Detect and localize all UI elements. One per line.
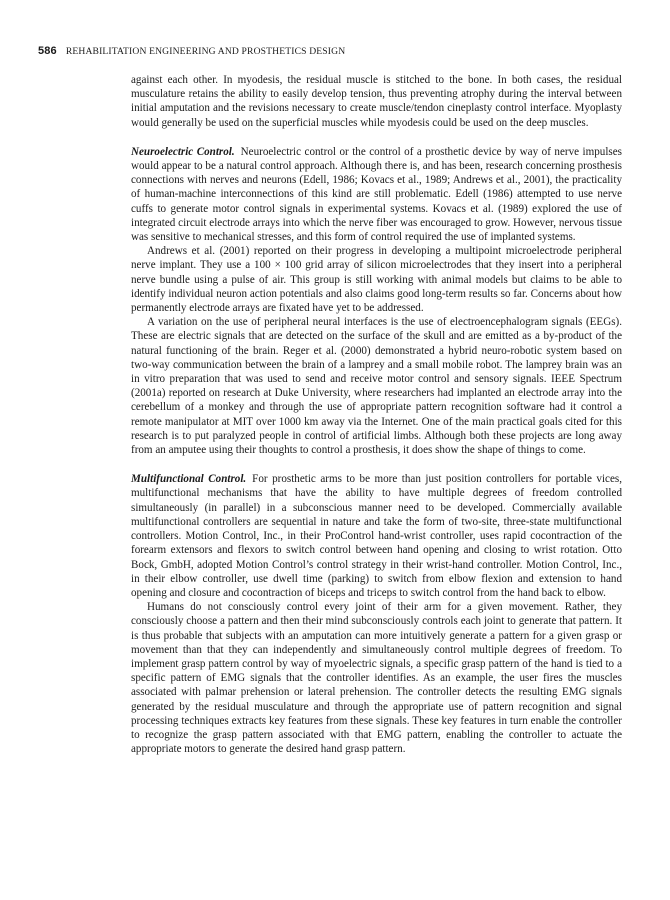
- section-heading-multifunctional: Multifunctional Control.: [131, 473, 247, 486]
- paragraph-text: A variation on the use of peripheral neural interfaces is the use of electroencephalogram signals (EEGs). These are electric signals that are detected on the surface of the skull and are emitted as a by-product of the natural functioning of the brain. Reger et al. (2000) demonstrated a hybrid neuro-robotic system based on two-way communication between the brain of a lamprey and a small mobile robot. The lamprey brain was an in vitro preparation that was used to send and receive motor control and sensory signals. IEEE Spectrum (2001a) reported on research at Duke University, where researchers had implanted an electrode array into the cerebellum of a monkey and through the use of appropriate pattern recognition software had it control a remote manipulator at MIT over 1000 km away via the Internet. One of the main practical goals cited for this research is to put paralyzed people in control of artificial limbs. Although both these projects are long away from an amputee using their thoughts to control a prosthesis, it does show the shape of things to come.: [131, 316, 622, 457]
- page-number: 586: [38, 45, 57, 57]
- paragraph-text: Neuroelectric control or the control of a prosthetic device by way of nerve impulses would appear to be a natural control approach. Although there is, and has been, research concerning prosthesis connections with nerves and neurons (Edell, 1986; Kovacs et al., 1989; Andrews et al., 2001), the practicality of human-machine interconnections of this kind are still problematic. Edell (1986) attempted to use nerve cuffs to generate motor control signals in experimental systems. Kovacs et al. (1989) explored the use of integrated circuit electrode arrays into which the nerve fiber was encouraged to grow. However, nervous tissue was sensitive to mechanical stresses, and this form of control required the use of implanted systems.: [131, 145, 622, 244]
- paragraph-neuroelectric: [131, 145, 622, 244]
- paragraph: [131, 73, 622, 130]
- paragraph-multifunctional: [131, 472, 622, 600]
- paragraph: [131, 244, 622, 315]
- paragraph-text: against each other. In myodesis, the residual muscle is stitched to the bone. In both cases, the residual musculature retains the ability to easily develop tension, thus preventing atrophy during the interval between initial amputation and the revisions necessary to create muscle/tendon cineplasty control interface. Myoplasty would generally be used on the superficial muscles while myodesis could be used on the deep muscles.: [131, 74, 622, 129]
- paragraph-text: Andrews et al. (2001) reported on their progress in developing a multipoint microelectrode peripheral nerve implant. They use a 100 × 100 grid array of silicon microelectrodes that they insert into a peripheral nerve bundle using a pulse of air. This group is still working with animal models but claims to be able to identify individual neuron action potentials and also claims good long-term results so far. Concerns about how permanently electrode arrays are fixated have yet to be addressed.: [131, 245, 622, 315]
- body-text: [131, 73, 622, 756]
- paragraph-text: For prosthetic arms to be more than just position controllers for portable vices, multifunctional mechanisms that have the ability to have multiple degrees of freedom controlled simultaneously (in parallel) in a subconscious manner need to be developed. Commercially available multifunctional controllers are sequential in nature and take the form of two-site, three-state multifunctional controllers. Motion Control, Inc., in their ProControl hand-wrist controller, uses rapid cocontraction of the forearm extensors and flexors to switch control between hand opening and closing to wrist rotation. Otto Bock, GmbH, adopted Motion Control’s control strategy in their wrist-hand controller. Motion Control, Inc., in their elbow controller, use dwell time (parking) to switch from elbow flexion and extension to hand opening and closure and cocontraction of biceps and triceps to switch control from the hand back to elbow.: [131, 473, 622, 599]
- running-title: REHABILITATION ENGINEERING AND PROSTHETICS DESIGN: [65, 46, 346, 57]
- section-heading-neuroelectric: Neuroelectric Control.: [131, 145, 235, 158]
- paragraph: [131, 315, 622, 457]
- paragraph-text: Humans do not consciously control every joint of their arm for a given movement. Rather, they consciously choose a pattern and then their mind subconsciously controls each joint to generate that pattern. It is thus probable that subjects with an amputation can more intuitively generate a pattern for a given grasp or movement than that they can independently and simultaneously control multiple degrees of freedom. To implement grasp pattern control by way of myoelectric signals, a specific grasp pattern of the hand is tied to a specific pattern of EMG signals that the controller identifies. As an example, the user fires the muscles associated with palmar prehension or lateral prehension. The controller detects the resulting EMG signals generated by the residual musculature and through the appropriate use of pattern recognition and signal processing techniques extracts key features from these signals. These key features in turn enable the controller to recognize the grasp pattern associated with that EMG pattern, enabling the controller to actuate the appropriate motors to generate the desired hand grasp pattern.: [131, 601, 622, 756]
- paragraph: [131, 600, 622, 756]
- running-header: [38, 45, 638, 57]
